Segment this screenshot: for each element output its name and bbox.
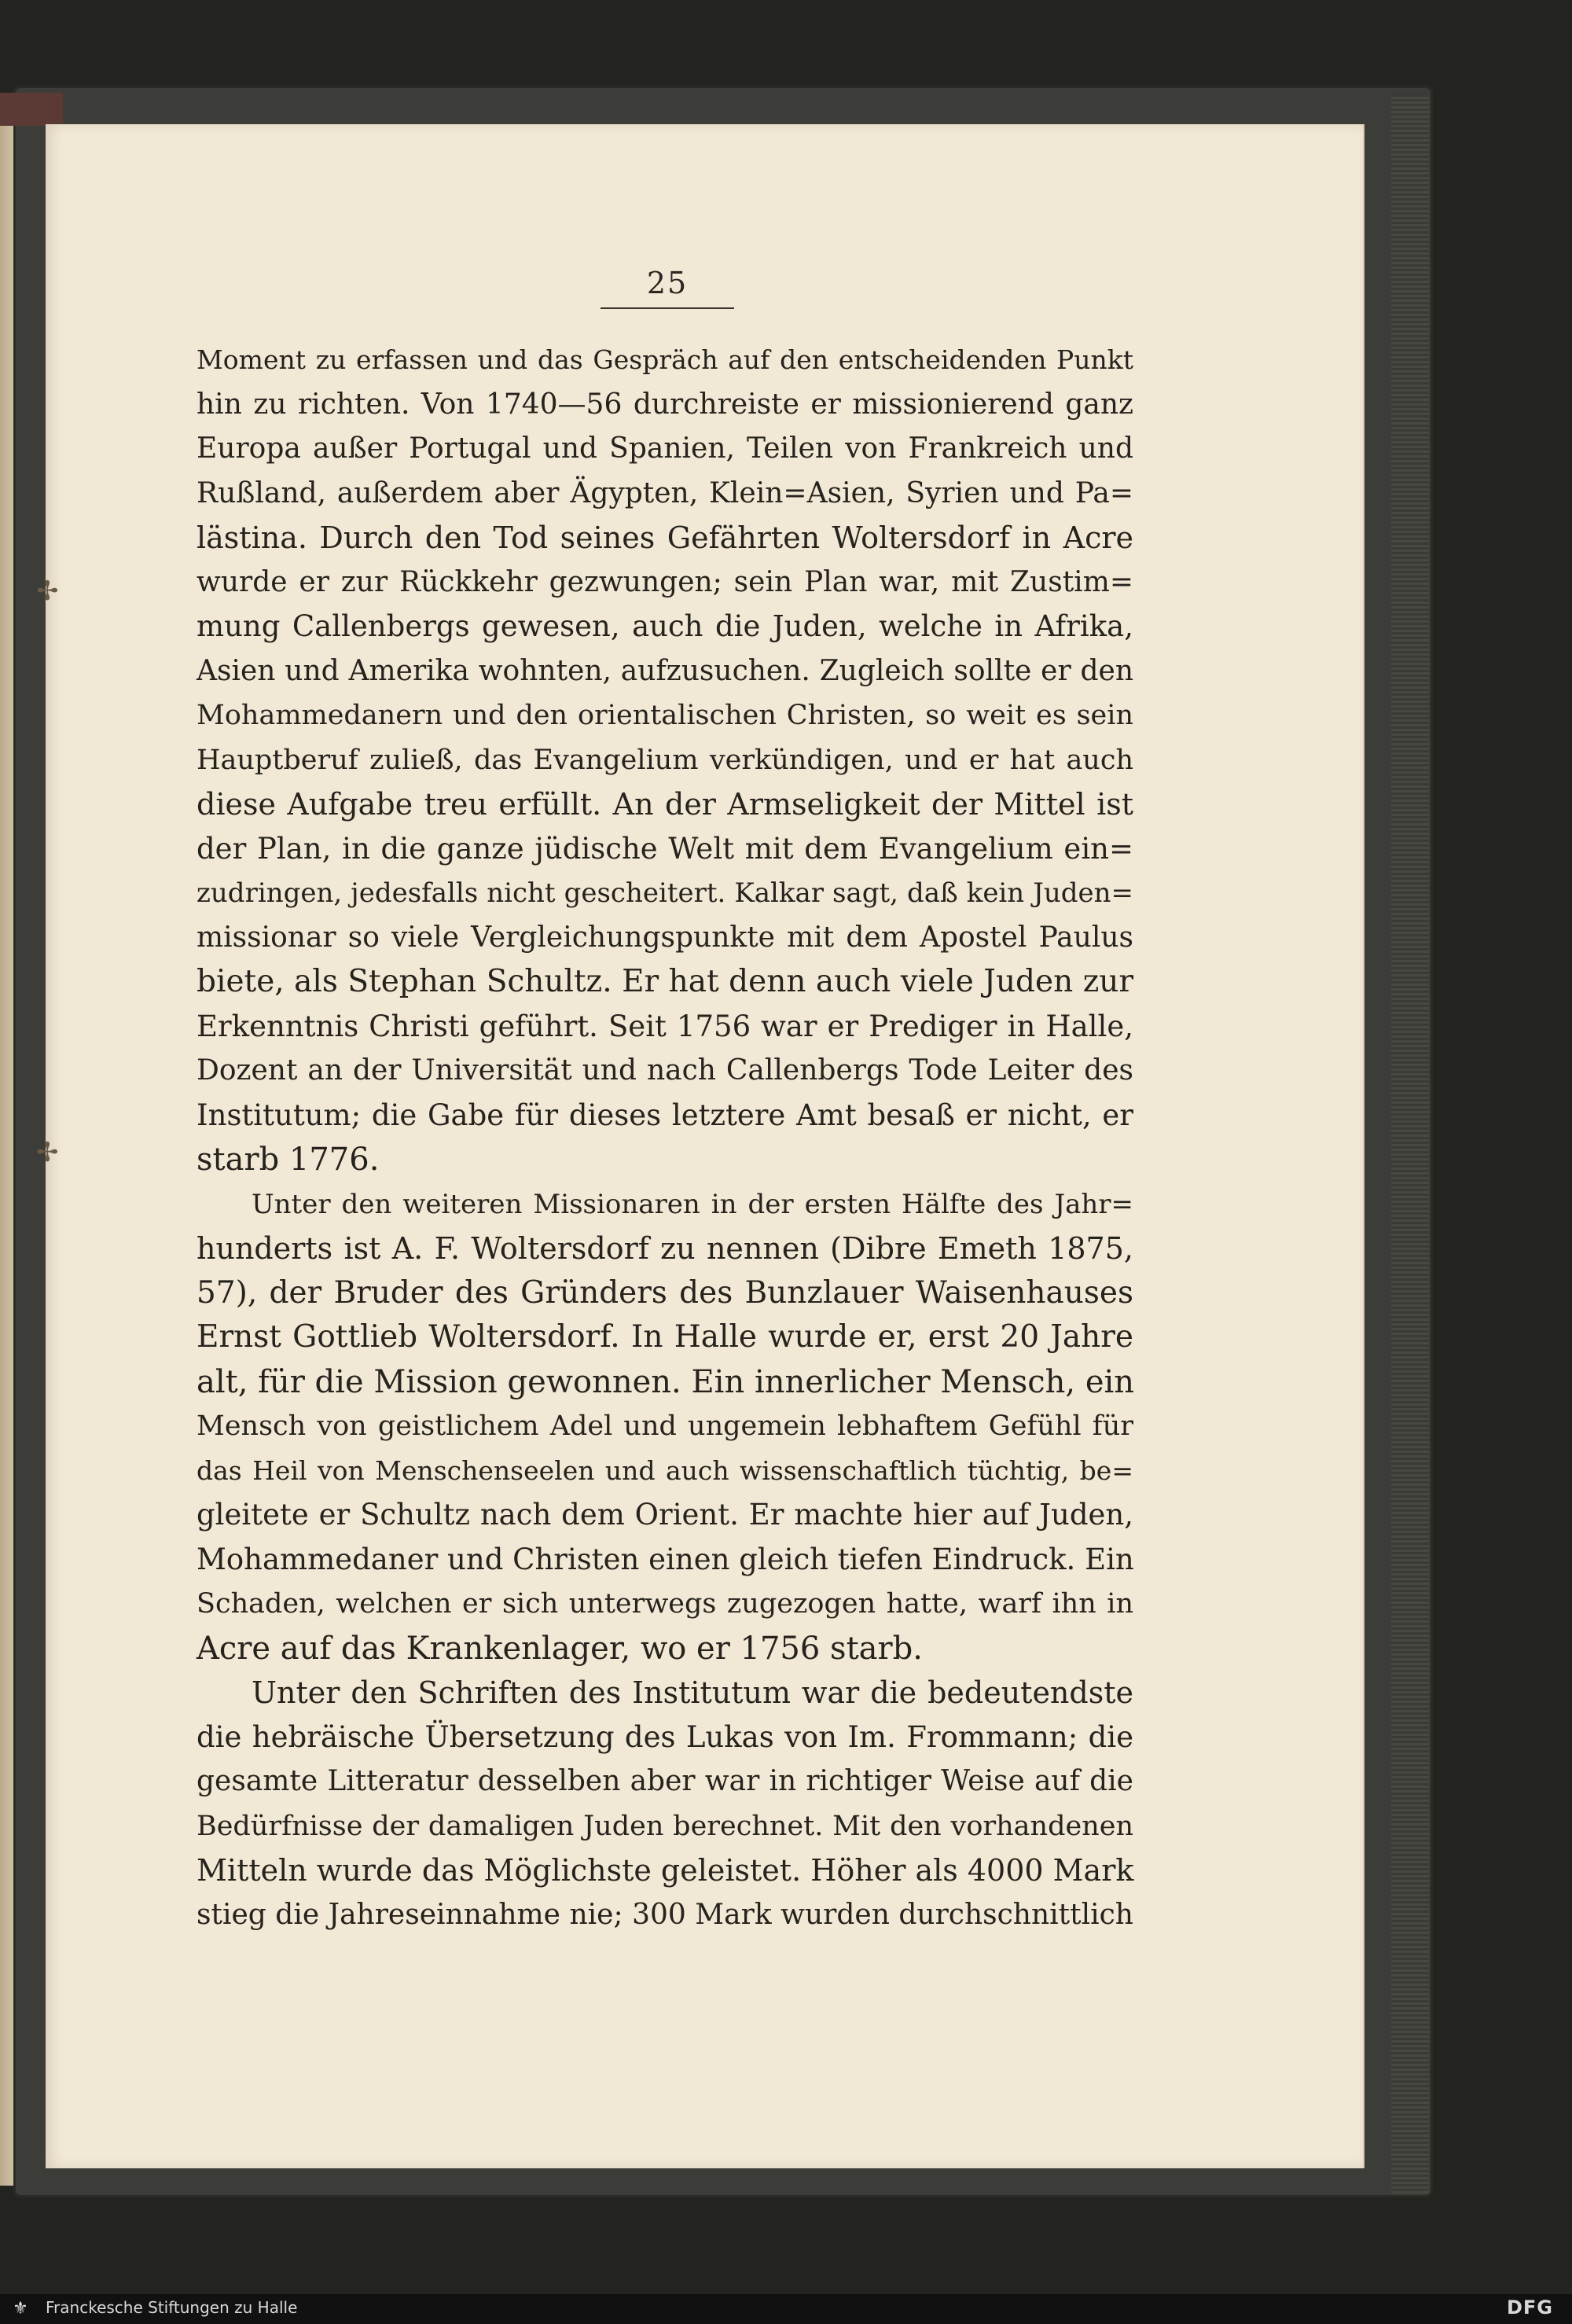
text-line: missionar so viele Vergleichungspunkte mit dem Apostel Paulus (196, 921, 1133, 954)
book-spine-edge (1391, 94, 1429, 2193)
text-line: mung Callenbergs gewesen, auch die Juden, welche in Afrika, (196, 609, 1133, 643)
text-line: Bedürfnisse der damaligen Juden berechnet. Mit den vorhandenen (196, 1810, 1133, 1842)
paragraph-start-line: Unter den weiteren Missionaren in der ersten Hälfte des Jahr= (252, 1188, 1133, 1220)
text-line: Dozent an der Universität und nach Callenbergs Tode Leiter des (196, 1054, 1133, 1087)
text-line: Rußland, außerdem aber Ägypten, Klein=Asien, Syrien und Pa= (196, 476, 1133, 509)
text-line: Erkenntnis Christi geführt. Seit 1756 war er Prediger in Halle, (196, 1009, 1133, 1043)
page-number: 25 (646, 266, 689, 300)
footer-institution: Franckesche Stiftungen zu Halle (46, 2298, 298, 2317)
text-line: Schaden, welchen er sich unterwegs zugezogen hatte, warf ihn in (196, 1588, 1133, 1620)
text-line: Mitteln wurde das Möglichste geleistet. Höher als 4000 Mark (196, 1853, 1134, 1888)
text-line: Institutum; die Gabe für dieses letztere Amt besaß er nicht, er (196, 1098, 1133, 1132)
text-line: wurde er zur Rückkehr gezwungen; sein Plan war, mit Zustim= (196, 565, 1133, 598)
text-line: 57), der Bruder des Gründers des Bunzlauer Waisenhauses (196, 1274, 1133, 1311)
text-line: Moment zu erfassen und das Gespräch auf den entscheidenden Punkt (196, 344, 1133, 375)
text-line: starb 1776. (196, 1142, 380, 1178)
text-line: gesamte Litteratur desselben aber war in richtiger Weise auf die (196, 1765, 1133, 1797)
text-line: stieg die Jahreseinnahme nie; 300 Mark wurden durchschnittlich (196, 1898, 1133, 1931)
text-line: zudringen, jedesfalls nicht gescheitert. Kalkar sagt, daß kein Juden= (196, 877, 1133, 909)
text-line: Ernst Gottlieb Woltersdorf. In Halle wurde er, erst 20 Jahre (196, 1319, 1133, 1355)
margin-mark-icon: ✢ (36, 1137, 59, 1168)
text-line: Hauptberuf zuließ, das Evangelium verkündigen, und er hat auch (196, 744, 1133, 776)
text-line: diese Aufgabe treu erfüllt. An der Armseligkeit der Mittel ist (196, 787, 1133, 822)
text-line: gleitete er Schultz nach dem Orient. Er machte hier auf Juden, (196, 1498, 1133, 1532)
text-line: lästina. Durch den Tod seines Gefährten Woltersdorf in Acre (196, 520, 1133, 555)
text-line: hin zu richten. Von 1740—56 durchreiste er missionierend ganz (196, 388, 1133, 421)
footer-brand-logo: DFG (1506, 2296, 1553, 2318)
text-line: biete, als Stephan Schultz. Er hat denn auch viele Juden zur (196, 964, 1133, 999)
bookmark-ribbon (0, 93, 63, 126)
text-line: hunderts ist A. F. Woltersdorf zu nennen (Dibre Emeth 1875, (196, 1231, 1133, 1266)
text-line: alt, für die Mission gewonnen. Ein innerlicher Mensch, ein (196, 1363, 1135, 1400)
text-line: Mohammedaner und Christen einen gleich tiefen Eindruck. Ein (196, 1542, 1134, 1576)
text-line: Europa außer Portugal und Spanien, Teilen von Frankreich und (196, 432, 1133, 465)
page-number-rule (601, 307, 734, 309)
margin-mark-icon: ✢ (36, 575, 59, 607)
text-line: die hebräische Übersetzung des Lukas von Im. Frommann; die (196, 1719, 1133, 1754)
paragraph-start-line: Unter den Schriften des Institutum war die bedeutendste (252, 1675, 1133, 1710)
text-line: Acre auf das Krankenlager, wo er 1756 starb. (196, 1630, 923, 1667)
text-line: Mensch von geistlichem Adel und ungemein lebhaftem Gefühl für (196, 1410, 1133, 1442)
institution-logo-icon: ⚜ (13, 2299, 28, 2318)
text-line: Asien und Amerika wohnten, aufzusuchen. Zugleich sollte er den (196, 654, 1133, 687)
text-line: der Plan, in die ganze jüdische Welt mit dem Evangelium ein= (196, 831, 1133, 866)
page-text (196, 338, 1133, 1937)
text-line: Mohammedanern und den orientalischen Christen, so weit es sein (196, 700, 1133, 731)
text-line: das Heil von Menschenseelen und auch wissenschaftlich tüchtig, be= (196, 1454, 1133, 1486)
